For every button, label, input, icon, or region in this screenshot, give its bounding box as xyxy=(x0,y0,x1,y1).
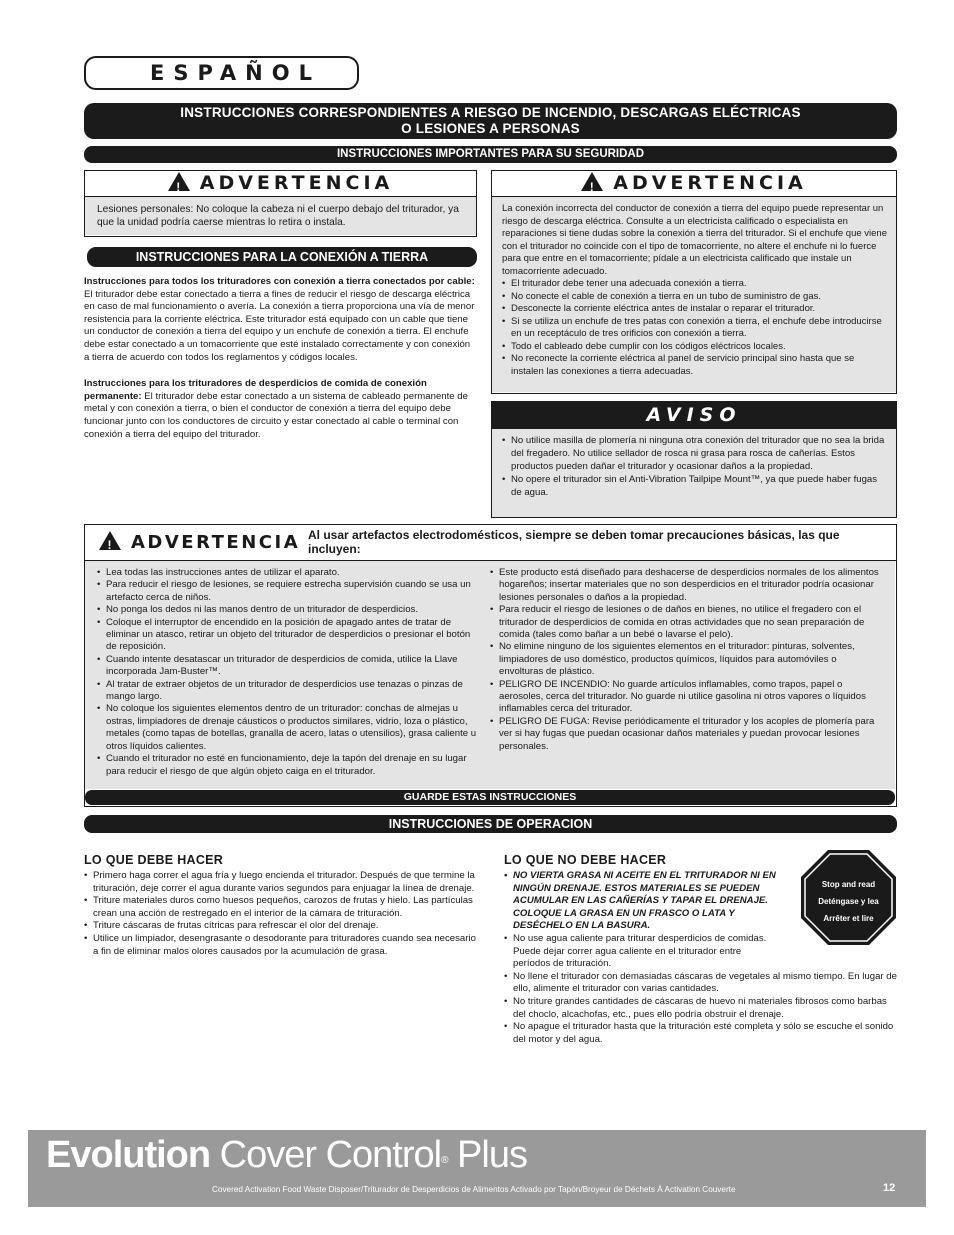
do-section xyxy=(84,853,477,958)
list-item: • No reconecte la corriente eléctrica al panel de servicio principal sino hasta que se instalen las conexiones a tierra adecuadas. xyxy=(502,353,888,378)
list-item: • Triture materiales duros como huesos pequeños, carozos de frutas y hielo. Las partículas crean una acción de restregado en el interior de la cámara de trituración. xyxy=(84,895,477,920)
operation-bar: INSTRUCCIONES DE OPERACION xyxy=(84,815,897,833)
dont-item: • No triture grandes cantidades de cáscaras de huevo ni materiales fibrosos como barbas del choclo, alcachofas, etc., pues ello podría obstruir el drenaje. xyxy=(504,996,899,1021)
list-item: • Si se utiliza un enchufe de tres patas con conexión a tierra, el enchufe debe introducirse en un receptáculo de tres orificios con conexión a tierra. xyxy=(502,316,888,341)
warning-box-right xyxy=(491,170,897,394)
brand-logo xyxy=(46,1134,527,1177)
warning-triangle-icon xyxy=(99,531,121,550)
grounding-p1-text: El triturador debe estar conectado a tierra a fines de reducir el riesgo de descarga eléctrica en caso de mal funcionamiento o avería. La conexión a tierra proporciona una vía de menor resistencia para la corriente eléctrica. Este triturador está equipado con un cable que tiene un conductor de conexión a tierra del equipo y un enchufe de conexión a tierra. El enchufe debe estar conectado a un tomacorriente que esté instalado correctamente y con conexión a tierra de acuerdo con todos los reglamentos y códigos locales. xyxy=(84,288,475,363)
grounding-p2-bold: Instrucciones para los trituradores de desperdicios de comida de conexión permanente: xyxy=(84,378,427,402)
list-item: • Al tratar de extraer objetos de un triturador de desperdicios use tenazas o pinzas de mango largo. xyxy=(97,679,479,704)
list-item: • El triturador debe tener una adecuada conexión a tierra. xyxy=(502,278,888,291)
list-item: • Coloque el interruptor de encendido en la posición de apagado antes de tratar de eliminar un atasco, retirar un objeto del triturador de desperdicios o presionar el botón de reposición. xyxy=(97,617,479,654)
stop-sign-text xyxy=(800,876,897,927)
precautions-left-list xyxy=(97,567,479,778)
banner-line-2: O LESIONES A PERSONAS xyxy=(401,121,580,136)
dont-item: • No apague el triturador hasta que la trituración esté completa y sólo se escuche el sonido del motor y del agua. xyxy=(504,1021,899,1046)
warning-text: Lesiones personales: No coloque la cabeza ni el cuerpo debajo del triturador, ya que la unidad podría caerse mientras lo retira o instala. xyxy=(85,197,476,235)
language-title: ESPAÑOL xyxy=(84,56,359,90)
grounding-paragraph-2 xyxy=(84,378,477,441)
list-item: • PELIGRO DE INCENDIO: No guarde artículos inflamables, como trapos, papel o aerosoles, cerca del triturador. No guarde ni utilice gasolina ni otros vapores o líquidos inflamables cerca del triturador. xyxy=(490,679,882,716)
precautions-subtitle: Al usar artefactos electrodomésticos, siempre se deben tomar precauciones básicas, las que incluyen: xyxy=(308,528,840,556)
warning-triangle-icon xyxy=(168,172,190,191)
warning-title: ADVERTENCIA xyxy=(199,172,394,194)
notice-list xyxy=(502,434,886,499)
list-item: • PELIGRO DE FUGA: Revise periódicamente el triturador y los acoples de plomería para ver si hay fugas que puedan ocasionar daños materiales y puedan provocar lesiones personales. xyxy=(490,716,882,753)
dont-item: • No use agua caliente para triturar desperdicios de comidas. Puede dejar correr agua caliente en el triturador entre períodos de trituración. xyxy=(504,933,774,971)
grounding-text xyxy=(84,276,477,441)
page-number: 12 xyxy=(883,1182,896,1194)
precautions-header xyxy=(85,525,896,561)
list-item: • Cuando el triturador no esté en funcionamiento, deje la tapón del drenaje en su lugar para reducir el riesgo de que algún objeto caiga en el triturador. xyxy=(97,753,479,778)
safety-instructions-bar: INSTRUCCIONES IMPORTANTES PARA SU SEGURIDAD xyxy=(84,146,897,163)
do-title: LO QUE DEBE HACER xyxy=(84,853,224,867)
registered-mark: ® xyxy=(441,1155,448,1166)
list-item: • No coloque los siguientes elementos dentro de un triturador: conchas de almejas u ostras, limpiadores de drenaje cáusticos o productos similares, vidrio, loza o plástico, metales (como tapas de botellas, granalla de acero, latas o utensilios), grasa caliente u otros líquidos calientes. xyxy=(97,703,479,753)
stop-sign-line-2: Deténgase y lea xyxy=(818,897,879,906)
brand-plus: Plus xyxy=(457,1134,527,1176)
warning-header xyxy=(85,171,476,197)
footer-description: Covered Activation Food Waste Disposer/Triturador de Desperdicios de Alimentos Activado por Tapón/Broyeur de Déchets À Activation Couverte xyxy=(212,1185,736,1194)
precautions-title-wrap xyxy=(99,531,300,554)
brand-light: Cover Control xyxy=(219,1134,442,1176)
grounding-p1-bold: Instrucciones para todos los trituradores con conexión a tierra conectados por cable: xyxy=(84,276,475,287)
stop-sign-line-3: Arrêter et lire xyxy=(823,914,874,923)
warning-header xyxy=(492,171,896,197)
warning-box-left xyxy=(84,170,477,237)
precautions-body xyxy=(85,561,895,789)
do-list xyxy=(84,870,477,958)
list-item: • No utilice masilla de plomería ni ninguna otra conexión del triturador que no sea la brida del fregadero. No utilice sellador de rosca ni grasa para rosca de cañerías. Estos productos pueden dañar el triturador y ocasionar daños a la propiedad. xyxy=(502,434,886,473)
dont-bold-item: • NO VIERTA GRASA NI ACEITE EN EL TRITURADOR NI EN NINGÚN DRENAJE. ESTOS MATERIALES SE PUEDEN ACUMULAR EN LAS CAÑERÍAS Y TAPAR EL DRENAJE. COLOQUE LA GRASA EN UN FRASCO O LATA Y DESÉCHELO EN LA BASURA. xyxy=(504,870,789,933)
list-item: • Para reducir el riesgo de lesiones o de daños en bienes, no utilice el fregadero con el triturador de desperdicios de comida en otras actividades que no sean preparación de comida (tales como bañar a un bebé o lavarse el pelo). xyxy=(490,604,882,641)
precautions-box xyxy=(84,524,897,807)
precautions-right-list xyxy=(490,567,882,753)
list-item: • No conecte el cable de conexión a tierra en un tubo de suministro de gas. xyxy=(502,291,888,304)
list-item: • Todo el cableado debe cumplir con los códigos eléctricos locales. xyxy=(502,341,888,354)
list-item: • Primero haga correr el agua fría y luego encienda el triturador. Después de que termine la trituración, deje correr el agua durante varios segundos para enjuagar la línea de drenaje. xyxy=(84,870,477,895)
notice-title: AVISO xyxy=(492,402,896,429)
list-item: • Desconecte la corriente eléctrica antes de instalar o reparar el triturador. xyxy=(502,303,888,316)
warning-right-list xyxy=(502,278,888,378)
banner-line-1: INSTRUCCIONES CORRESPONDIENTES A RIESGO DE INCENDIO, DESCARGAS ELÉCTRICAS xyxy=(180,105,801,120)
grounding-p2-text: El triturador debe estar conectado a un sistema de cableado permanente de metal y con conexión a tierra, o bien el conductor de conexión a tierra del equipo debe funcionar junto con los conductores de circuito y estar conectado al cable o terminal con conexión a tierra del equipo del triturador. xyxy=(84,390,468,440)
save-instructions-bar: GUARDE ESTAS INSTRUCCIONES xyxy=(85,790,895,805)
notice-box xyxy=(491,401,897,518)
stop-sign-icon xyxy=(800,849,897,946)
list-item: • No ponga los dedos ni las manos dentro de un triturador de desperdicios. xyxy=(97,604,479,616)
grounding-bar: INSTRUCCIONES PARA LA CONEXIÓN A TIERRA xyxy=(87,247,477,267)
list-item: • Cuando intente desatascar un triturador de desperdicios de comida, utilice la Llave incorporada Jam-Buster™. xyxy=(97,654,479,679)
dont-item: • No llene el triturador con demasiadas cáscaras de vegetales al mismo tiempo. En lugar de ello, alimente el triturador con varias cantidades. xyxy=(504,971,899,996)
list-item: • No elimine ninguno de los siguientes elementos en el triturador: pinturas, solventes, limpiadores de uso doméstico, productos químicos, líquidos para automóviles o envolturas de plástico. xyxy=(490,641,882,678)
warning-right-body xyxy=(492,197,896,392)
list-item: • Triture cáscaras de frutas cítricas para refrescar el olor del drenaje. xyxy=(84,920,477,933)
warning-title: ADVERTENCIA xyxy=(613,172,807,194)
brand-bold: Evolution xyxy=(46,1134,211,1176)
main-banner xyxy=(84,103,897,139)
list-item: • Utilice un limpiador, desengrasante o desodorante para trituradores cuando sea necesario a fin de eliminar malos olores causados por la acumulación de grasa. xyxy=(84,933,477,958)
notice-body xyxy=(492,429,896,517)
list-item: • No opere el triturador sin el Anti-Vibration Tailpipe Mount™, ya que puede haber fugas de agua. xyxy=(502,473,886,499)
grounding-paragraph-1 xyxy=(84,276,477,364)
warning-triangle-icon xyxy=(581,172,603,191)
footer xyxy=(28,1130,926,1207)
precautions-title: ADVERTENCIA xyxy=(131,532,301,553)
warning-right-intro: La conexión incorrecta del conductor de conexión a tierra del equipo puede representar un riesgo de descarga eléctrica. Consulte a un electricista calificado o especialista en reparaciones si tiene dudas sobre la conexión a tierra del triturador. Si el enchufe que viene con el triturador no coincide con el tipo de tomacorriente, no altere el enchufe ni lo fuerce para que entre en el tomacorriente; pídale a un electricista calificado que instale un tomacorriente adecuado. xyxy=(502,203,887,277)
stop-sign-line-1: Stop and read xyxy=(821,880,876,889)
list-item: • Lea todas las instrucciones antes de utilizar el aparato. xyxy=(97,567,479,579)
list-item: • Este producto está diseñado para deshacerse de desperdicios normales de los alimentos hogareños; insertar materiales que no son desperdicios en el triturador podría ocasionar lesiones personales o daños a la propiedad. xyxy=(490,567,882,604)
dont-title: LO QUE NO DEBE HACER xyxy=(504,853,667,867)
list-item: • Para reducir el riesgo de lesiones, se requiere estrecha supervisión cuando se usa un artefacto cerca de niños. xyxy=(97,579,479,604)
